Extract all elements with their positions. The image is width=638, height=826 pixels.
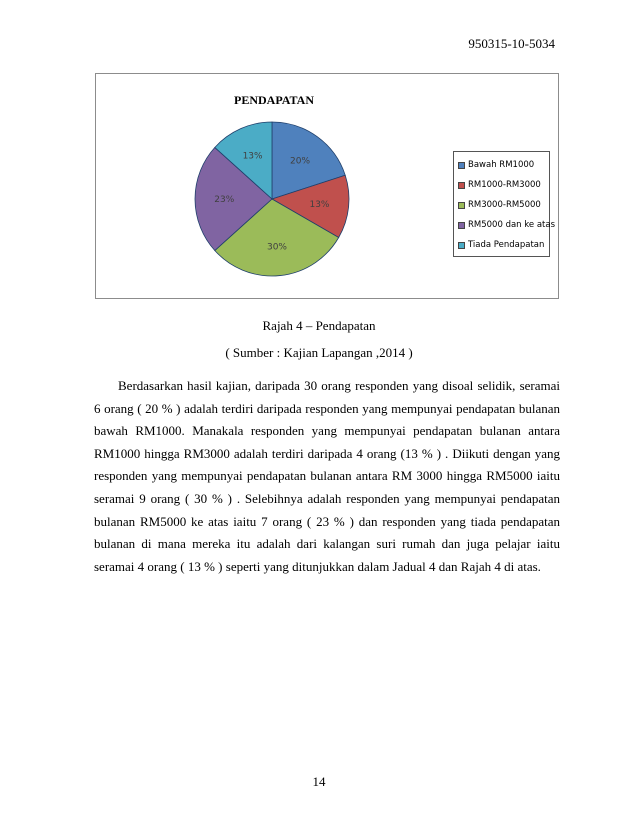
chart-legend	[453, 151, 555, 257]
legend-label: Tiada Pendapatan	[468, 240, 545, 250]
slice-label: 23%	[214, 195, 235, 205]
chart-title: PENDAPATAN	[234, 93, 314, 107]
legend-label: RM3000-RM5000	[468, 200, 541, 210]
legend-item	[458, 235, 549, 255]
legend-swatch	[458, 222, 465, 229]
slice-label: 30%	[266, 242, 287, 253]
figure-caption: Rajah 4 – Pendapatan	[262, 318, 376, 333]
legend-swatch	[458, 202, 465, 209]
legend-item	[458, 215, 555, 235]
page-number: 14	[312, 774, 326, 789]
figure-source: ( Sumber : Kajian Lapangan ,2014 )	[225, 345, 413, 360]
slice-label: 13%	[309, 199, 330, 210]
legend-swatch	[458, 242, 465, 249]
pie-chart-frame	[95, 73, 559, 299]
document-id: 950315-10-5034	[468, 36, 555, 51]
slice-label: 13%	[242, 151, 263, 162]
legend-swatch	[458, 162, 465, 169]
body-paragraph: Berdasarkan hasil kajian, daripada 30 orang responden yang disoal selidik, seramai 6 orang ( 20 % ) adalah terdiri daripada responden yang mempunyai pendapatan bulanan bawah RM1000. Manakala responden yang mempunyai pendapatan bulanan antara RM1000 hingga RM3000 adalah terdiri daripada 4 orang (13 % ) . Diikuti dengan yang responden yang mempunyai pendapatan bulanan antara RM 3000 hingga RM5000 iaitu seramai 9 orang ( 30 % ) . Selebihnya adalah responden yang mempunyai pendapatan bulanan RM5000 ke atas iaitu 7 orang ( 23 % ) dan responden yang tiada pendapatan bulanan di mana mereka itu adalah dari kalangan suri rumah dan juga pelajar iaitu seramai 4 orang ( 13 % ) seperti yang ditunjukkan dalam Jadual 4 dan Rajah 4 di atas.	[94, 378, 560, 574]
legend-swatch	[458, 182, 465, 189]
legend-item	[458, 155, 549, 175]
legend-label: RM5000 dan ke atas	[468, 220, 555, 230]
slice-label: 20%	[290, 156, 311, 167]
legend-item	[458, 175, 549, 195]
legend-label: RM1000-RM3000	[468, 180, 541, 190]
legend-item	[458, 195, 549, 215]
legend-label: Bawah RM1000	[468, 160, 535, 170]
